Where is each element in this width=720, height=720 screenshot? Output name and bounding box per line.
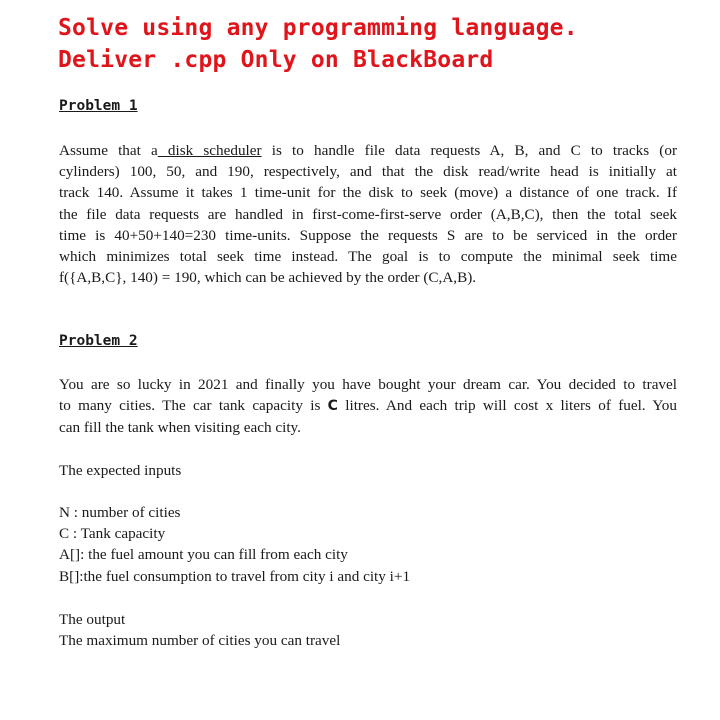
- output-label: The output: [59, 611, 126, 628]
- problem-1-line: Assume that a disk scheduler is to handle file data requests A, B, and C to tracks (or: [59, 142, 677, 159]
- input-item: A[]: the fuel amount you can fill from each city: [59, 546, 348, 564]
- problem-1-title: Problem 1: [59, 98, 138, 114]
- problem-2-line: You are so lucky in 2021 and finally you have bought your dream car. You decided to travel: [59, 376, 677, 393]
- problem-1-text: [59, 140, 677, 288]
- problem-2-line: to many cities. The car tank capacity is C litres. And each trip will cost x liters of fuel. You: [59, 397, 677, 415]
- problem-2-text: [59, 374, 677, 439]
- problem-2-title: Problem 2: [59, 333, 138, 349]
- problem-2-line: can fill the tank when visiting each city.: [59, 419, 301, 437]
- problem-1-line: which minimizes total seek time instead. The goal is to compute the minimal seek time: [59, 248, 677, 266]
- problem-1-line: f({A,B,C}, 140) = 190, which can be achieved by the order (C,A,B).: [59, 269, 477, 287]
- input-item: B[]:the fuel consumption to travel from city i and city i+1: [59, 567, 411, 585]
- output-text: The maximum number of cities you can travel: [59, 632, 341, 650]
- input-item: N : number of cities: [59, 504, 181, 521]
- expected-inputs-label: The expected inputs: [59, 462, 182, 479]
- assignment-heading: [58, 12, 578, 76]
- input-item: C : Tank capacity: [59, 525, 166, 543]
- heading-line-1: Solve using any programming language.: [58, 15, 578, 41]
- output-section: [59, 609, 340, 651]
- heading-line-2: Deliver .cpp Only on BlackBoard: [58, 47, 494, 73]
- inputs-list: [59, 502, 410, 587]
- problem-1-line: cylinders) 100, 50, and 190, respectively, and that the disk read/write head is initially at: [59, 163, 677, 181]
- tank-capacity-symbol: C: [327, 398, 338, 415]
- disk-scheduler-term: disk scheduler: [157, 142, 262, 159]
- problem-1-line: the file data requests are handled in first-come-first-serve order (A,B,C), then the total seek: [59, 205, 677, 223]
- problem-1-line: time is 40+50+140=230 time-units. Suppose the requests S are to be serviced in the order: [59, 226, 677, 244]
- problem-1-line: track 140. Assume it takes 1 time-unit for the disk to seek (move) a distance of one track. If: [59, 184, 677, 202]
